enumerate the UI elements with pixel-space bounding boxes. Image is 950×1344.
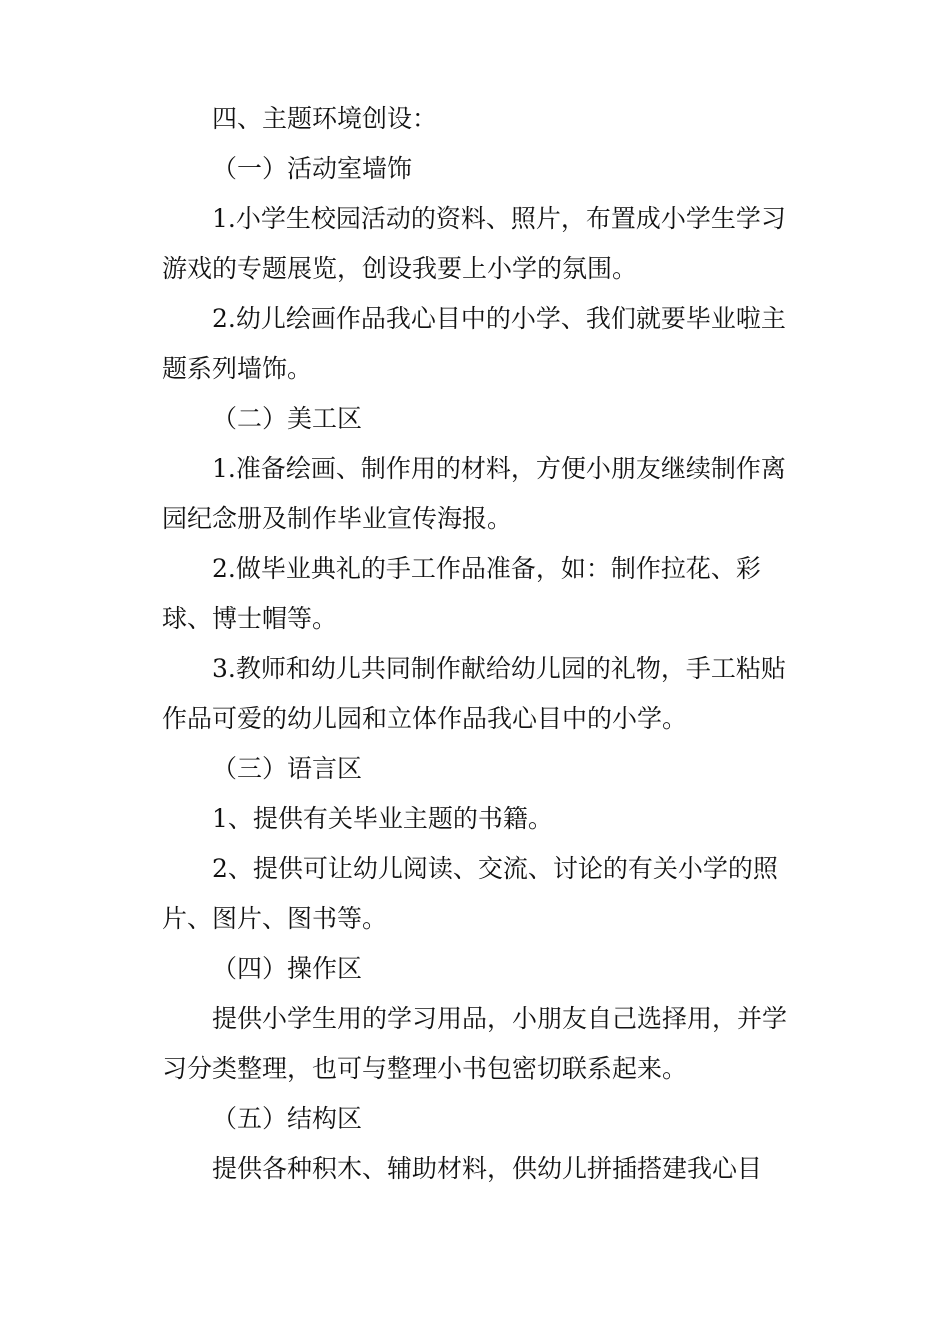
subheading-art-area: （二）美工区 xyxy=(212,404,363,433)
paragraph-art-item-3: 3.教师和幼儿共同制作献给幼儿园的礼物，手工粘贴作品可爱的幼儿园和立体作品我心目中的小学。 xyxy=(162,654,786,733)
paragraph-language-item-1: 1、提供有关毕业主题的书籍。 xyxy=(212,804,553,833)
section-heading-environment: 四、主题环境创设： xyxy=(212,104,438,133)
paragraph-construction: 提供各种积木、辅助材料，供幼儿拼插搭建我心目 xyxy=(212,1154,763,1183)
paragraph-art-item-2: 2.做毕业典礼的手工作品准备，如：制作拉花、彩球、博士帽等。 xyxy=(162,554,761,633)
paragraph-wall-item-2: 2.幼儿绘画作品我心目中的小学、我们就要毕业啦主题系列墙饰。 xyxy=(162,304,786,383)
subheading-language-area: （三）语言区 xyxy=(212,754,363,783)
subheading-activity-room-wall: （一）活动室墙饰 xyxy=(212,154,413,183)
paragraph-wall-item-1: 1.小学生校园活动的资料、照片，布置成小学生学习游戏的专题展览，创设我要上小学的氛围。 xyxy=(162,204,786,283)
paragraph-art-item-1: 1.准备绘画、制作用的材料，方便小朋友继续制作离园纪念册及制作毕业宣传海报。 xyxy=(162,454,786,533)
paragraph-operation: 提供小学生用的学习用品，小朋友自己选择用，并学习分类整理，也可与整理小书包密切联系起来。 xyxy=(162,1004,788,1083)
document-body xyxy=(162,94,792,1194)
subheading-operation-area: （四）操作区 xyxy=(212,954,363,983)
subheading-construction-area: （五）结构区 xyxy=(212,1104,363,1133)
paragraph-language-item-2: 2、提供可让幼儿阅读、交流、讨论的有关小学的照片、图片、图书等。 xyxy=(162,854,778,933)
